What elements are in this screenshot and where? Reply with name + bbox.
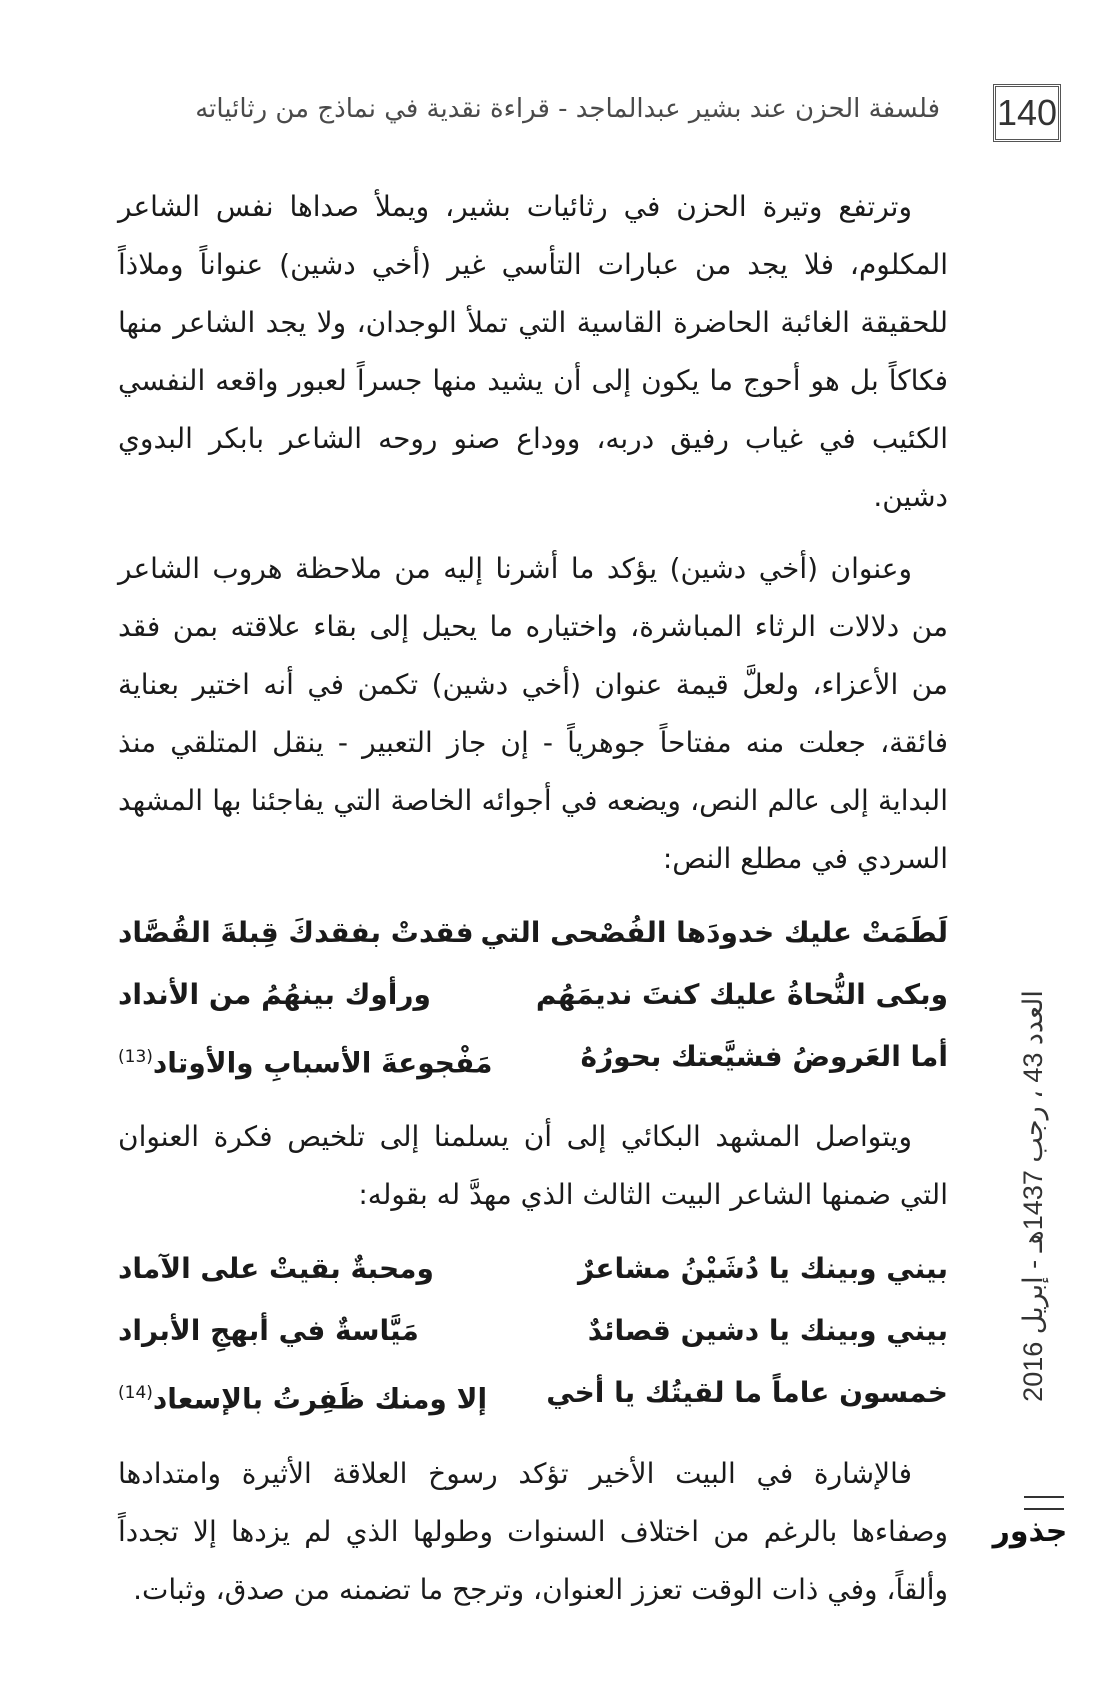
poem-verse [118,1362,948,1430]
verse-second-hemistich: مَيَّاسةٌ في أبهجِ الأبراد [118,1314,419,1348]
poem-verse [118,1300,948,1362]
poem-verse [118,1238,948,1300]
paragraph-4: فالإشارة في البيت الأخير تؤكد رسوخ العلاقة الأثيرة وامتدادها وصفاءها بالرغم من اختلاف السنوات وطولها الذي لم يزدها إلا تجدداً وألقاً، وفي ذات الوقت تعزز العنوان، وترجح ما تضمنه من صدق، وثبات. [118,1456,948,1606]
journal-logo: جذور [992,1514,1068,1549]
verse-first-hemistich: وبكى النُّحاةُ عليك كنتَ نديمَهُم [535,978,948,1011]
verse-text: إلا ومنك ظَفِرتُ بالإسعاد [152,1382,488,1416]
verse-first-hemistich: بيني وبينك يا دُشَيْنُ مشاعرٌ [578,1252,948,1286]
verse-first-hemistich: خمسون عاماً ما لقيتُك يا أخي [546,1376,948,1410]
paragraph-1: وترتفع وتيرة الحزن في رثائيات بشير، ويملأ صداها نفس الشاعر المكلوم، فلا يجد من عبارات التأسي غير (أخي دشين) عنواناً وملاذاً للحقيقة الغائبة الحاضرة القاسية التي تملأ الوجدان، ولا يجد الشاعر منها فكاكاً بل هو أحوج ما يكون إلى أن يشيد منها جسراً لعبور واقعه النفسي الكئيب في غياب رفيق دربه، ووداع صنو روحه الشاعر بابكر البدوي دشين. [118,190,948,513]
poem-excerpt-1 [118,902,948,1094]
poem-verse [118,902,948,964]
page-number: 140 [993,84,1061,142]
footnote-ref: (14) [118,1383,153,1404]
verse-second-hemistich [118,1362,487,1430]
article-body [118,178,948,1619]
verse-first-hemistich: بيني وبينك يا دشين قصائدٌ [587,1314,948,1348]
footnote-ref: (13) [118,1047,153,1067]
paragraph-2: وعنوان (أخي دشين) يؤكد ما أشرنا إليه من ملاحظة هروب الشاعر من دلالات الرثاء المباشرة، واختياره ما يحيل إلى بقاء علاقته بمن فقد من الأعزاء، ولعلَّ قيمة عنوان (أخي دشين) تكمن في أنه اختير بعناية فائقة، جعلت منه مفتاحاً جوهرياً - إن جاز التعبير - ينقل المتلقي منذ البداية إلى عالم النص، ويضعه في أجوائه الخاصة التي يفاجئنا بها المشهد السردي في مطلع النص: [118,552,948,875]
verse-second-hemistich: ومحبةٌ بقيتْ على الآماد [118,1252,434,1286]
poem-excerpt-2 [118,1238,948,1430]
verse-second-hemistich [118,1026,492,1094]
running-title: فلسفة الحزن عند بشير عبدالماجد - قراءة نقدية في نماذج من رثائياته [195,94,940,124]
verse-first-hemistich: أما العَروضُ فشيَّعتك بحورُهُ [580,1040,948,1073]
verse-first-hemistich: لَطَمَتْ عليك خدودَها الفُصْحى التي [480,916,948,949]
poem-verse [118,964,948,1026]
verse-second-hemistich: ورأوك بينهُمُ من الأنداد [118,978,431,1011]
paragraph-3: ويتواصل المشهد البكائي إلى أن يسلمنا إلى تلخيص فكرة العنوان التي ضمنها الشاعر البيت الثالث الذي مهدَّ له بقوله: [118,1120,948,1212]
divider [1024,1496,1064,1510]
issue-info: العدد 43 ، رجب 1437هـ - إبريل 2016 [1018,990,1048,1402]
verse-text: مَفْجوعةَ الأسبابِ والأوتاد [152,1046,493,1080]
verse-second-hemistich: فقدتْ بفقدكَ قِبلةَ القُصَّاد [118,916,474,949]
poem-verse [118,1026,948,1094]
